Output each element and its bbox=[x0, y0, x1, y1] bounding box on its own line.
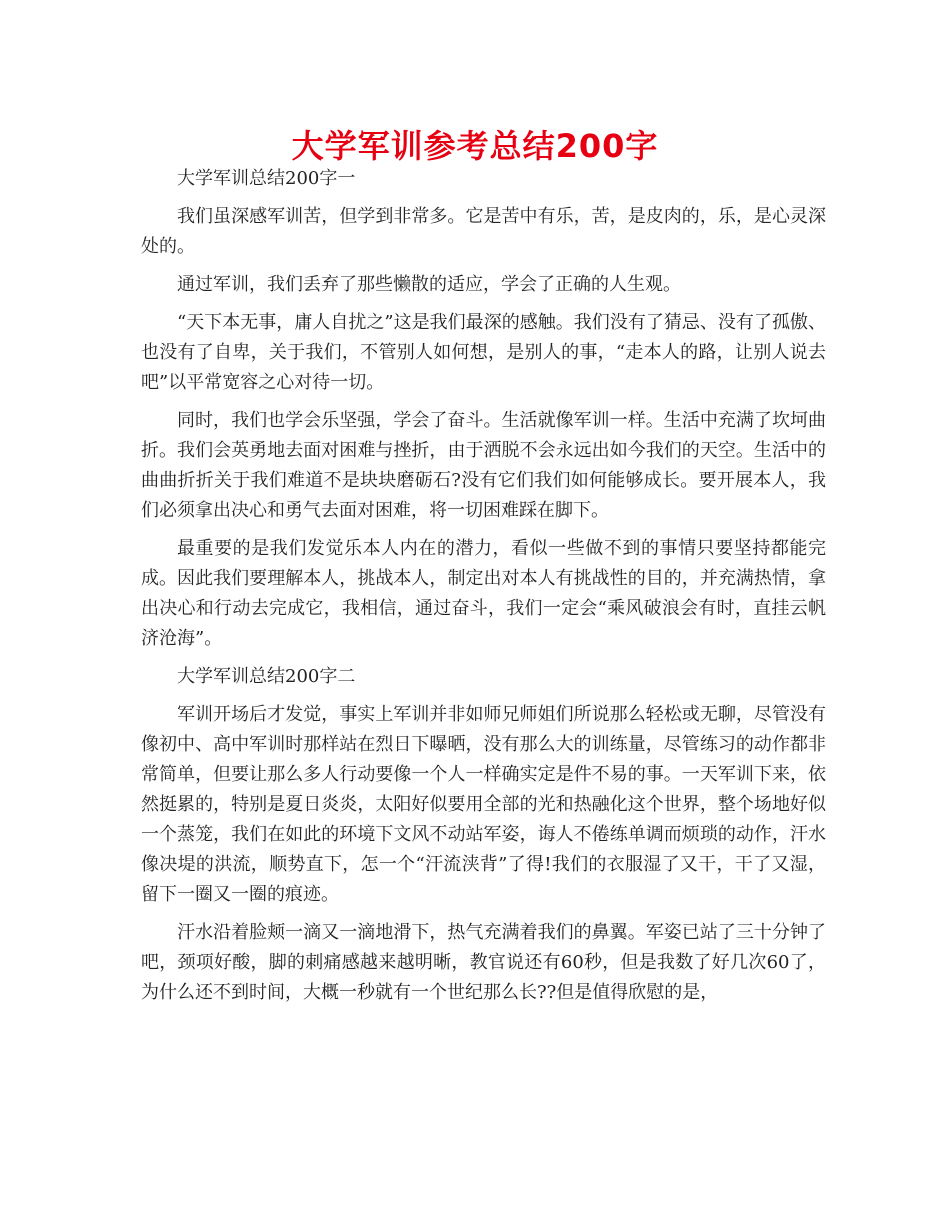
section-heading-1: 大学军训总结200字一 bbox=[177, 168, 356, 189]
section-heading-2: 大学军训总结200字二 bbox=[177, 666, 356, 687]
paragraph: “天下本无事，庸人自扰之”这是我们最深的感触。我们没有了猜忌、没有了孤傲、也没有了自卑，关于我们，不管别人如何想，是别人的事，“走本人的路，让别人说去吧”以平常宽容之心对待一切。 bbox=[141, 312, 826, 393]
paragraph: 军训开场后才发觉，事实上军训并非如师兄师姐们所说那么轻松或无聊，尽管没有像初中、高中军训时那样站在烈日下曝晒，没有那么大的训练量，尽管练习的动作都非常简单，但要让那么多人行动要像一个人一样确实定是件不易的事。一天军训下来，依然挺累的，特别是夏日炎炎，太阳好似要用全部的光和热融化这个世界，整个场地好似一个蒸笼，我们在如此的环境下文风不动站军姿，诲人不倦练单调而烦琐的动作，汗水像决堤的洪流，顺势直下，怎一个“汗流浃背”了得!我们的衣服湿了又干，干了又湿，留下一圈又一圈的痕迹。 bbox=[141, 704, 826, 905]
document-title: 大学军训参考总结200字 bbox=[291, 127, 659, 165]
paragraph: 我们虽深感军训苦，但学到非常多。它是苦中有乐，苦，是皮肉的，乐，是心灵深处的。 bbox=[141, 206, 826, 257]
paragraph: 汗水沿着脸颊一滴又一滴地滑下，热气充满着我们的鼻翼。军姿已站了三十分钟了吧，颈项好酸，脚的刺痛感越来越明晰，教官说还有60秒，但是我数了好几次60了，为什么还不到时间，大概一秒就有一个世纪那么长??但是值得欣慰的是， bbox=[141, 922, 826, 1003]
paragraph: 同时，我们也学会乐坚强，学会了奋斗。生活就像军训一样。生活中充满了坎坷曲折。我们会英勇地去面对困难与挫折，由于洒脱不会永远出如今我们的天空。生活中的曲曲折折关于我们难道不是块块磨砺石?没有它们我们如何能够成长。要开展本人，我们必须拿出决心和勇气去面对困难，将一切困难踩在脚下。 bbox=[141, 410, 826, 521]
paragraph: 通过军训，我们丢弃了那些懒散的适应，学会了正确的人生观。 bbox=[177, 274, 681, 295]
paragraph: 最重要的是我们发觉乐本人内在的潜力，看似一些做不到的事情只要坚持都能完成。因此我们要理解本人，挑战本人，制定出对本人有挑战性的目的，并充满热情，拿出决心和行动去完成它，我相信，通过奋斗，我们一定会“乘风破浪会有时，直挂云帆济沧海”。 bbox=[141, 538, 826, 649]
document-body bbox=[141, 164, 826, 1016]
